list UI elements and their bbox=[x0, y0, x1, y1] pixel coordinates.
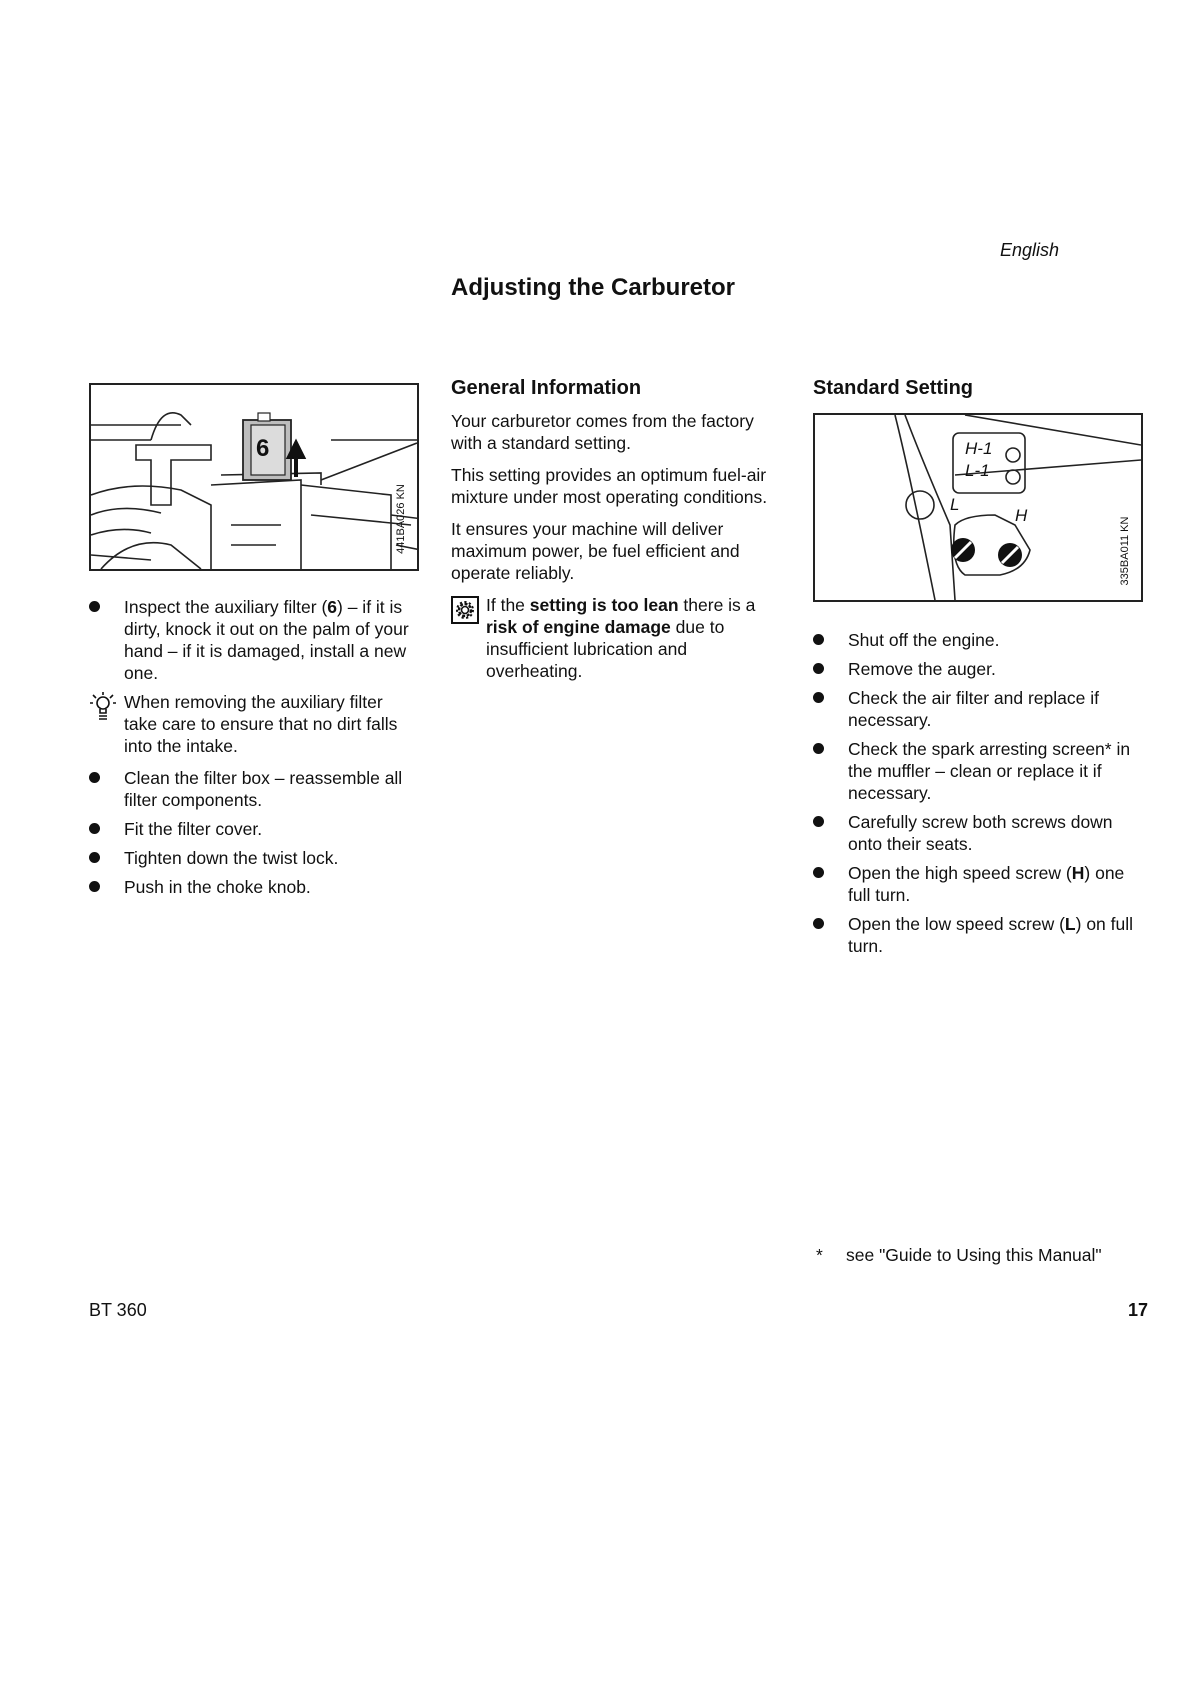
high-speed-screw-label: H bbox=[1015, 506, 1028, 525]
bullet-icon bbox=[813, 743, 824, 754]
list-item: Open the low speed screw (L) on full turn. bbox=[813, 913, 1148, 957]
list-item: Open the high speed screw (H) one full turn. bbox=[813, 862, 1148, 906]
list-item: Tighten down the twist lock. bbox=[89, 847, 419, 869]
lightbulb-icon bbox=[89, 691, 117, 721]
engine-damage-warning: If the setting is too lean there is a risk of engine damage due to insufficient lubrication and overheating. bbox=[451, 594, 781, 682]
figure-callout-6: 6 bbox=[256, 435, 270, 462]
auxiliary-filter-steps-a bbox=[89, 596, 419, 684]
bullet-icon bbox=[813, 867, 824, 878]
paragraph: It ensures your machine will deliver maximum power, be fuel efficient and operate reliably. bbox=[451, 519, 740, 583]
carburetor-screws-figure bbox=[813, 413, 1143, 602]
bullet-icon bbox=[813, 816, 824, 827]
bullet-icon bbox=[89, 772, 100, 783]
engine-gear-warning-icon bbox=[451, 596, 479, 624]
footnote-text: see "Guide to Using this Manual" bbox=[846, 1245, 1102, 1265]
general-information-heading: General Information bbox=[451, 377, 642, 399]
bullet-icon bbox=[813, 634, 824, 645]
figure-code: 441BA026 KN bbox=[395, 484, 407, 554]
list-item: Check the air filter and replace if necessary. bbox=[813, 687, 1148, 731]
list-item: Inspect the auxiliary filter (6) – if it is dirty, knock it out on the palm of your hand – if it is damaged, install a new one. bbox=[89, 596, 419, 684]
left-column-text bbox=[89, 596, 419, 905]
standard-setting-steps bbox=[813, 629, 1148, 957]
bullet-icon bbox=[813, 692, 824, 703]
list-item: Remove the auger. bbox=[813, 658, 1148, 680]
middle-column bbox=[451, 377, 781, 682]
language-label: English bbox=[1000, 240, 1060, 260]
figure-code: 335BA011 KN bbox=[1119, 516, 1131, 586]
paragraph: This setting provides an optimum fuel-air mixture under most operating conditions. bbox=[451, 465, 768, 507]
auxiliary-filter-steps-b bbox=[89, 767, 419, 898]
tip-note: When removing the auxiliary filter take care to ensure that no dirt falls into the intake. bbox=[89, 691, 419, 757]
right-column-steps bbox=[813, 629, 1148, 964]
page-number: 17 bbox=[1127, 1300, 1148, 1320]
auxiliary-filter-figure bbox=[89, 383, 419, 571]
l-adjustment-mark: L-1 bbox=[965, 461, 990, 480]
page-title: Adjusting the Carburetor bbox=[451, 274, 736, 301]
list-item: Fit the filter cover. bbox=[89, 818, 419, 840]
paragraph: Your carburetor comes from the factory with a standard setting. bbox=[451, 411, 754, 453]
auxiliary-filter-illustration bbox=[91, 385, 417, 569]
list-item: Check the spark arresting screen* in the muffler – clean or replace it if necessary. bbox=[813, 738, 1148, 804]
low-speed-screw-label: L bbox=[950, 495, 960, 514]
h-adjustment-mark: H-1 bbox=[965, 439, 993, 458]
list-item: Carefully screw both screws down onto their seats. bbox=[813, 811, 1148, 855]
model-name: BT 360 bbox=[89, 1300, 147, 1320]
bullet-icon bbox=[89, 852, 100, 863]
list-item: Shut off the engine. bbox=[813, 629, 1148, 651]
footnote-mark: * bbox=[816, 1245, 823, 1265]
list-item: Clean the filter box – reassemble all filter components. bbox=[89, 767, 419, 811]
bullet-icon bbox=[89, 823, 100, 834]
bullet-icon bbox=[813, 663, 824, 674]
standard-setting-heading: Standard Setting bbox=[813, 377, 974, 399]
bullet-icon bbox=[813, 918, 824, 929]
bullet-icon bbox=[89, 881, 100, 892]
bullet-icon bbox=[89, 601, 100, 612]
list-item: Push in the choke knob. bbox=[89, 876, 419, 898]
